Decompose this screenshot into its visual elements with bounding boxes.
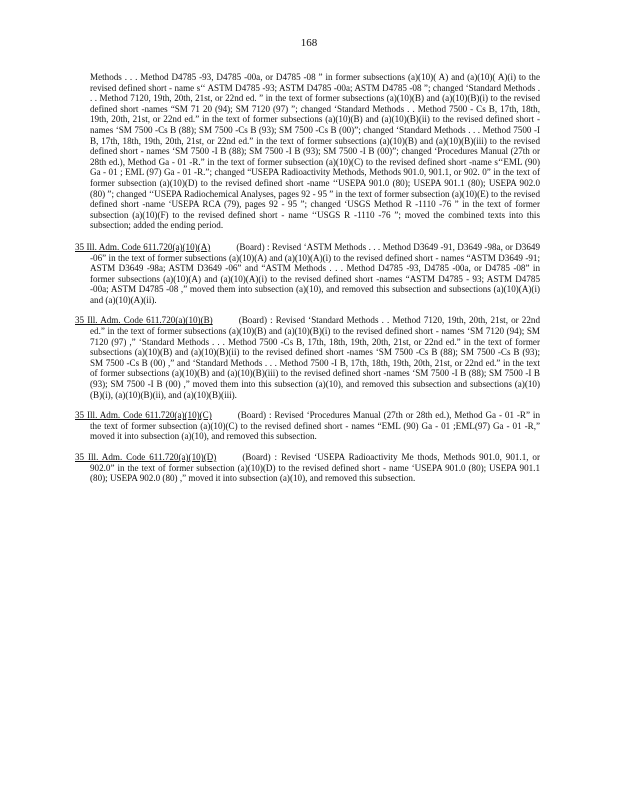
- entry-citation: 35 Ill. Adm. Code 611.720(a)(10)(B): [75, 315, 213, 326]
- entry-a10d: [75, 452, 540, 484]
- entry-citation: 35 Ill. Adm. Code 611.720(a)(10)(C): [75, 410, 212, 421]
- entry-text: : Revised ‘Standard Methods . . Method 7120, 19th, 20th, 21st, or 22nd ed.” in the text of former subsections (a)(10)(B) and (a)(10)(B)(i) to the revised defined short - names ‘SM 7120 (94); SM 7120 (97) ,” ‘Standard Methods . . . Method 7500 -Cs B, 17th, 18th, 19th, 20th, 21st, or 22nd ed.” in the text of former subsections (a)(10)(B) and (a)(10)(B)(ii) to the revised defined short -names ‘SM 7500 -Cs B (88); SM 7500 -Cs B (93); SM 7500 -Cs B (00) ,” and ‘Standard Methods . . . Method 7500 -I B, 17th, 18th, 19th, 20th, 21st, or 22nd ed.” in the text of former subsections (a)(10)(B) and (a)(10)(B)(iii) to the revised defined short -names ‘SM 7500 -I B (88); SM 7500 -I B (93); SM 7500 -I B (00) ,” moved them into this subsection (a)(10), and removed this subsection and subsections (a)(10)(B)(i), (a)(10)(B)(ii), and (a)(10)(B)(iii).: [90, 315, 540, 400]
- entry-author: (Board): [237, 410, 267, 421]
- entry-a10b: [75, 315, 540, 400]
- entry-text: : Revised ‘Procedures Manual (27th or 28th ed.), Method Ga - 01 -R” in the text of former subsection (a)(10)(C) to the revised defined short - names “EML (90) Ga - 01 ;EML(97) Ga - 01 -R,” moved it into subsection (a)(10), and removed this subsection.: [90, 410, 540, 442]
- entry-author: (Board): [238, 315, 267, 326]
- entry-citation: 35 Ill. Adm. Code 611.720(a)(10)(A): [75, 241, 211, 252]
- continuation-paragraph: Methods . . . Method D4785 -93, D4785 -00a, or D4785 -08 ” in former subsections (a)(10)( A) and (a)(10)( A)(i) to the revised defined short - name s‘‘ ASTM D4785 -93; ASTM D4785 -00a; ASTM D4785 -08 ”; changed ‘Standard Methods . . . Method 7120, 19th, 20th, 21st, or 22nd ed. ” in the text of former subsections (a)(10)(B) and (a)(10)(B)(i) to the revised defined short -names “SM 71 20 (94); SM 7120 (97) ”; changed ‘Standard Methods . . Method 7500 - Cs B, 17th, 18th, 19th, 20th, 21st, or 22nd ed.” in the text of former subsections (a)(10)(B) and (a)(10)(B)(ii) to the revised defined short - names ‘SM 7500 -Cs B (88); SM 7500 -Cs B (93); SM 7500 -Cs B (00)”; changed ‘Standard Methods . . . Method 7500 -I B, 17th, 18th, 19th, 20th, 21st, or 22nd ed.” in the text of former subsections (a)(10)(B) and (a)(10)(B)(iii) to the revised defined short - names ‘SM 7500 -I B (88); SM 7500 -I B (93); SM 7500 -I B (00)”; changed ‘Procedures Manual (27th or 28th ed.), Method Ga - 01 -R.” in the text of former subsection (a)(10)(C) to the revised defined short -name s‘‘EML (90) Ga - 01 ; EML (97) Ga - 01 -R.”; changed “USEPA Radioactivity Methods, Methods 901.0, 901.1, or 902. 0” in the text of former subsection (a)(10)(D) to the revised defined short -name ‘‘USEPA 901.0 (80); USEPA 901.1 (80); USEPA 902.0 (80) ”; changed ‘‘USEPA Radiochemical Analyses, pages 92 - 95 ” in the text of former subsection (a)(10)(E) to the revised defined short -name ‘USEPA RCA (79), pages 92 - 95 ”; changed ‘USGS Method R -1110 -76 ” in the text of former subsection (a)(10)(F) to the revised defined short - name ‘‘USGS R -1110 -76 ”; moved the combined texts into this subsection; added the ending period.: [90, 72, 540, 231]
- page-body: [75, 72, 541, 494]
- entry-text: : Revised ‘ASTM Methods . . . Method D3649 -91, D3649 -98a, or D3649 -06” in the text of former subsections (a)(10)(A) and (a)(10)(A)(i) to the revised defined short - names “ASTM D3649 -91; ASTM D3649 -98a; ASTM D3649 -06” and “ASTM Methods . . . Method D4785 -93, D4785 -00a, or D4785 -08” in former subsections (a)(10)(A) and (a)(10)(A)(i) to the revised defined short -names “ASTM D4785 - 93; ASTM D4785 -00a; ASTM D4785 -08 ,” moved them into subsection (a)(10), and removed this subsection and subsections (a)(10)(A)(i) and (a)(10)(A)(ii).: [90, 241, 540, 305]
- page-number: 168: [300, 37, 318, 49]
- entry-text: : Revised ‘USEPA Radioactivity Me thods, Methods 901.0, 901.1, or 902.0” in the text of former subsection (a)(10)(D) to the revised defined short - name ‘USEPA 901.0 (80); USEPA 901.1 (80); USEPA 902.0 (80) ,” moved it into subsection (a)(10), and removed this subsection.: [90, 452, 541, 484]
- entry-a10c: [75, 410, 540, 442]
- entry-citation: 35 Ill. Adm. Code 611.720(a)(10)(D): [75, 452, 217, 462]
- entry-author: (Board): [236, 241, 265, 252]
- entry-author: (Board): [242, 452, 271, 462]
- entry-a10a: [75, 242, 540, 306]
